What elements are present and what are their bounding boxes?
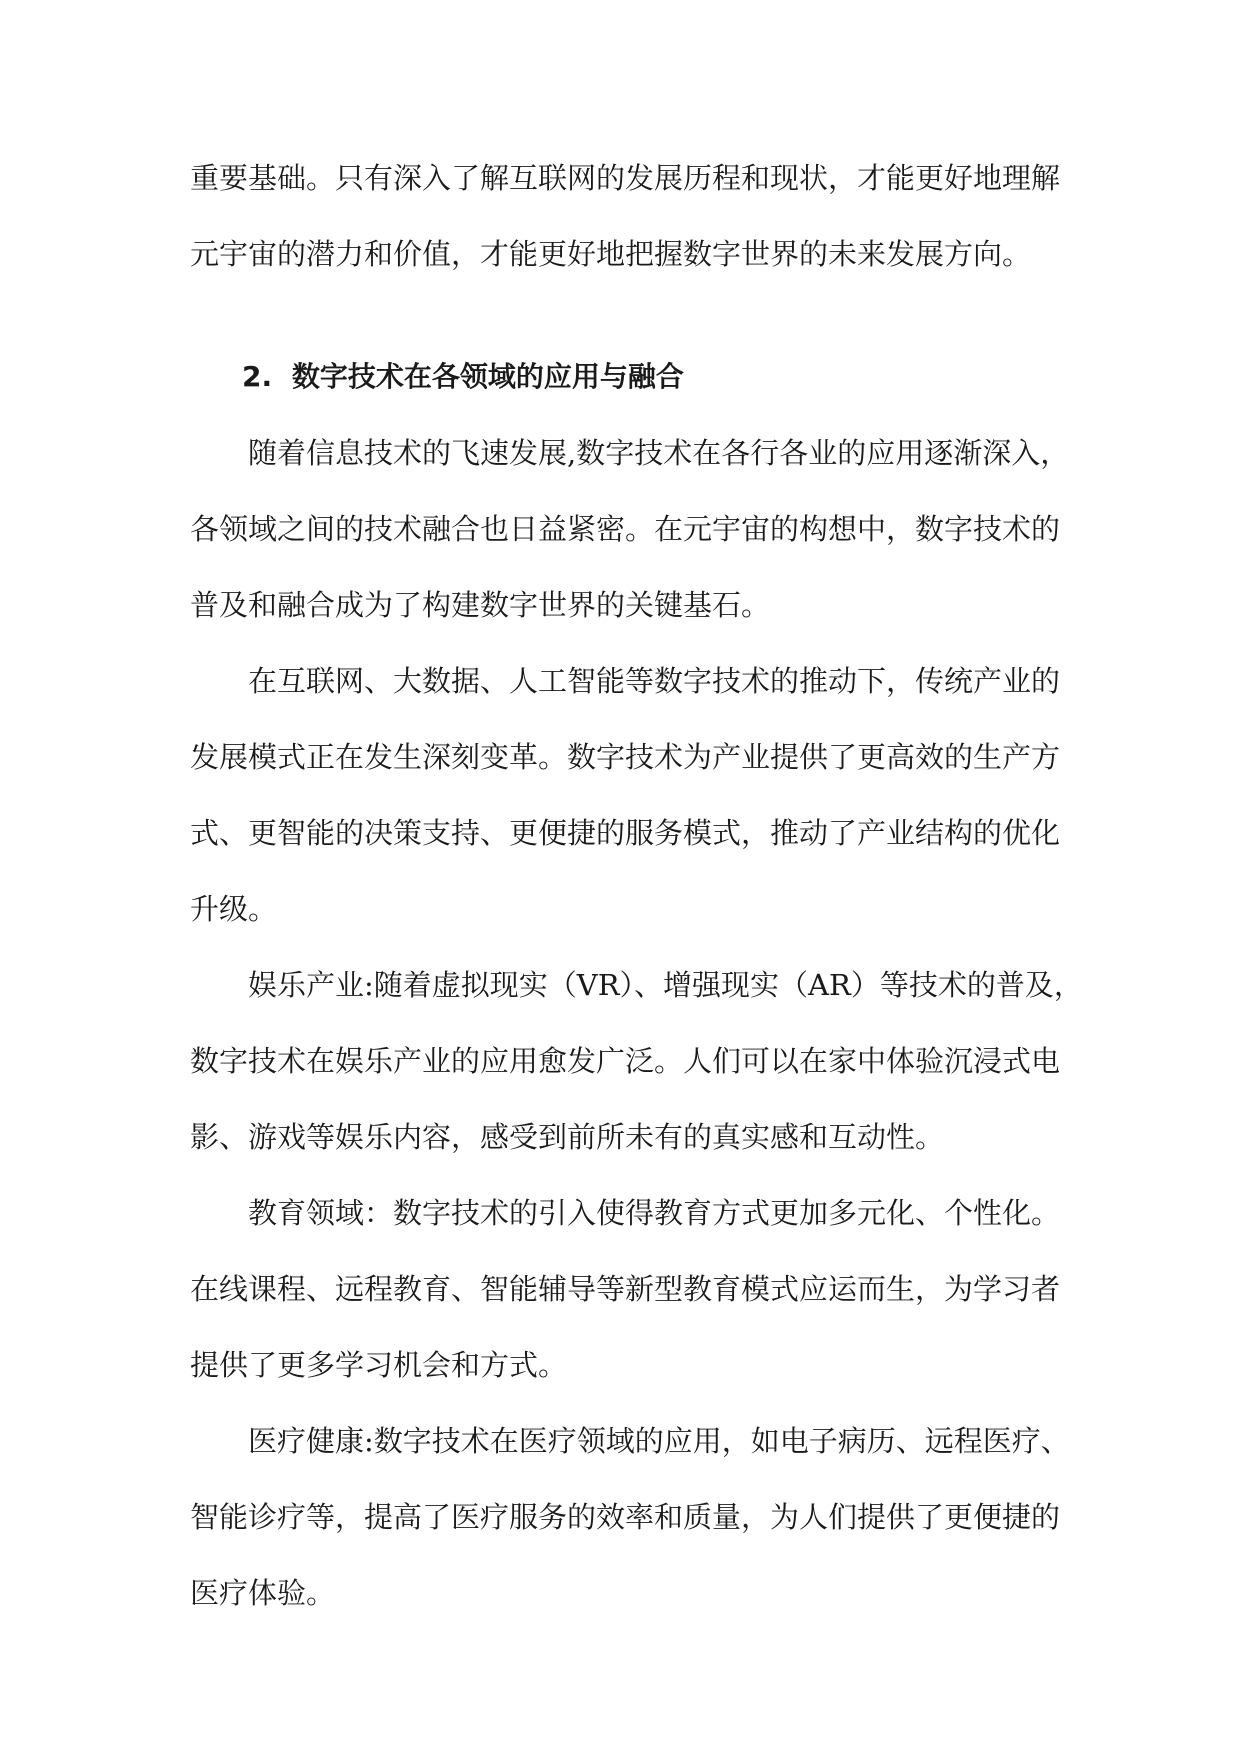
section-heading	[190, 339, 1052, 415]
text-line: 娱乐产业:随着虚拟现实（VR）、增强现实（AR）等技术的普及，	[248, 968, 1083, 1002]
paragraph-digital-tech-development	[190, 415, 1070, 643]
section-number: 2.	[242, 360, 273, 393]
paragraph-healthcare	[190, 1403, 1070, 1631]
paragraph-education	[190, 1175, 1061, 1403]
text-line: 式、更智能的决策支持、更便捷的服务模式，推动了产业结构的优化	[190, 816, 1061, 850]
paragraph-continued	[190, 140, 1061, 292]
text-line: 医疗体验。	[190, 1576, 336, 1610]
spacer	[190, 292, 1052, 339]
text-line: 随着信息技术的飞速发展,数字技术在各行各业的应用逐渐深入，	[248, 436, 1070, 470]
section-title: 数字技术在各领域的应用与融合	[291, 360, 684, 393]
text-line: 教育领域：数字技术的引入使得教育方式更加多元化、个性化。	[248, 1196, 1061, 1230]
text-line: 普及和融合成为了构建数字世界的关键基石。	[190, 588, 771, 622]
text-line: 影、游戏等娱乐内容，感受到前所未有的真实感和互动性。	[190, 1120, 945, 1154]
text-line: 元宇宙的潜力和价值，才能更好地把握数字世界的未来发展方向。	[190, 237, 1032, 271]
text-line: 提供了更多学习机会和方式。	[190, 1348, 568, 1382]
text-line: 升级。	[190, 892, 278, 926]
paragraph-industry-transformation	[190, 643, 1061, 947]
paragraph-entertainment	[190, 947, 1083, 1175]
text-line: 在互联网、大数据、人工智能等数字技术的推动下，传统产业的	[248, 664, 1061, 698]
text-line: 数字技术在娱乐产业的应用愈发广泛。人们可以在家中体验沉浸式电	[190, 1044, 1061, 1078]
document-body	[190, 140, 1083, 1631]
text-line: 重要基础。只有深入了解互联网的发展历程和现状，才能更好地理解	[190, 161, 1061, 195]
text-line: 智能诊疗等，提高了医疗服务的效率和质量，为人们提供了更便捷的	[190, 1500, 1061, 1534]
text-line: 在线课程、远程教育、智能辅导等新型教育模式应运而生，为学习者	[190, 1272, 1061, 1306]
text-line: 各领域之间的技术融合也日益紧密。在元宇宙的构想中，数字技术的	[190, 512, 1061, 546]
text-line: 发展模式正在发生深刻变革。数字技术为产业提供了更高效的生产方	[190, 740, 1061, 774]
text-line: 医疗健康:数字技术在医疗领域的应用，如电子病历、远程医疗、	[248, 1424, 1070, 1458]
